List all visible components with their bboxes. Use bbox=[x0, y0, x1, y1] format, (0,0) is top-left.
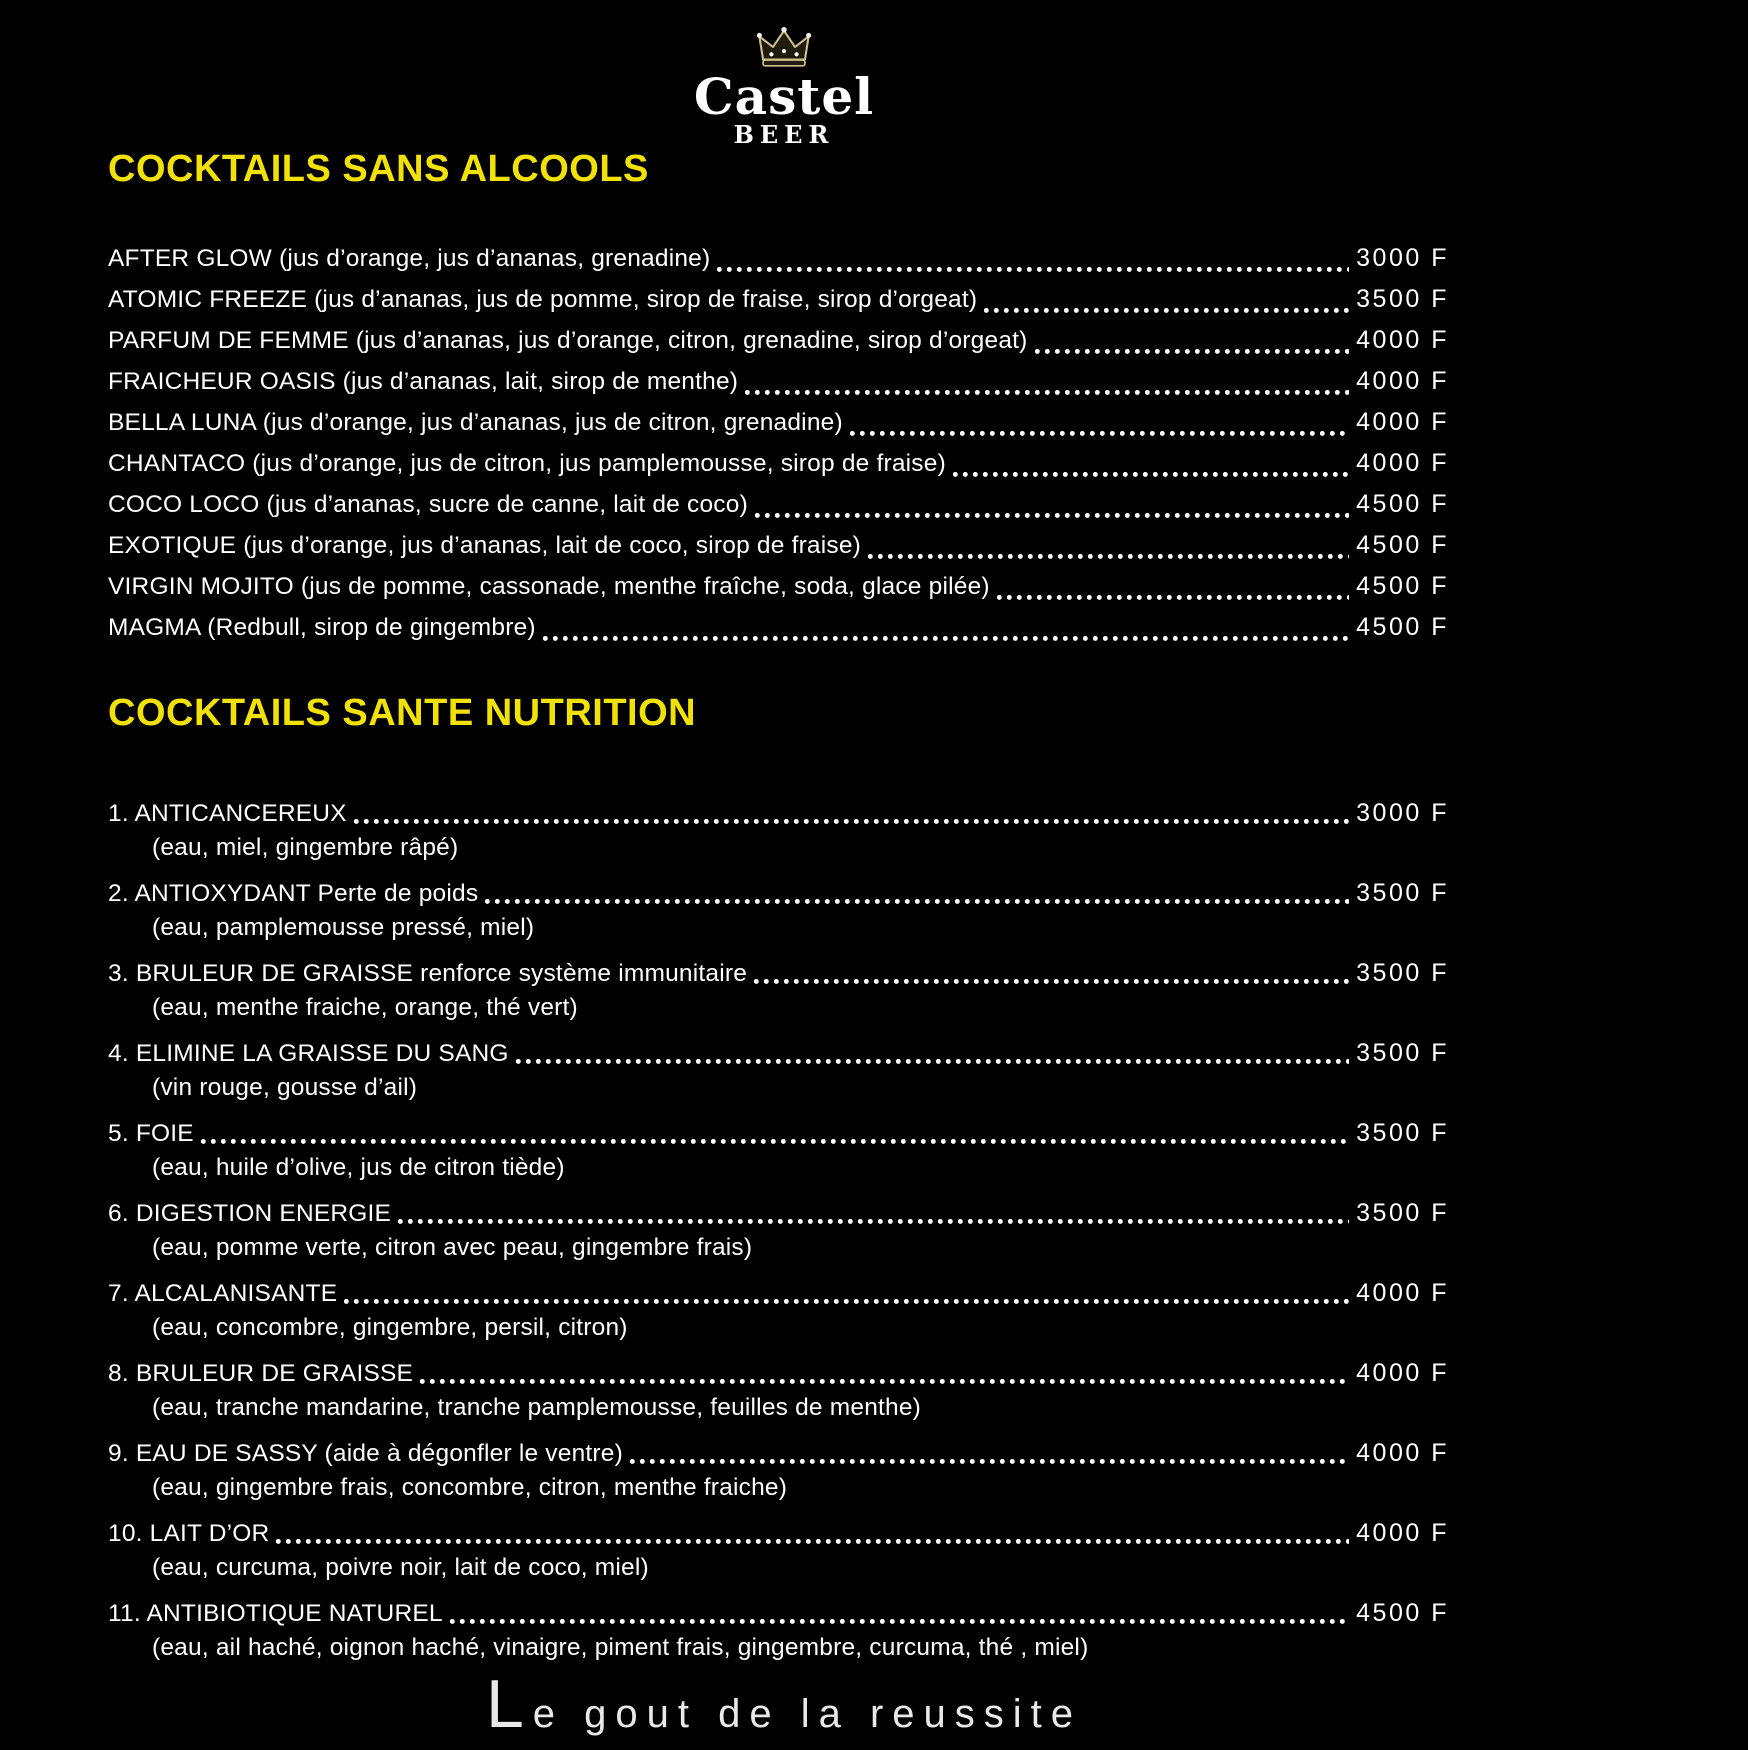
item-price: 3500 F bbox=[1356, 1199, 1449, 1227]
dot-leader bbox=[450, 1619, 1349, 1624]
item-price: 4000 F bbox=[1356, 1279, 1449, 1307]
item-price: 4000 F bbox=[1356, 1359, 1449, 1387]
item-price: 4000 F bbox=[1356, 1519, 1449, 1547]
menu-item-row bbox=[108, 1356, 1449, 1391]
item-price: 3500 F bbox=[1356, 285, 1449, 313]
item-name-and-ingredients: CHANTACO (jus d’orange, jus de citron, jus pamplemousse, sirop de fraise) bbox=[108, 450, 946, 477]
menu-item-row bbox=[108, 566, 1449, 607]
item-number-and-name: 9. EAU DE SASSY (aide à dégonfler le ventre) bbox=[108, 1440, 623, 1467]
menu-item-row bbox=[108, 1596, 1449, 1631]
menu-item-row bbox=[108, 361, 1449, 402]
dot-leader bbox=[745, 390, 1349, 395]
section-title-cocktails-sans-alcools: COCKTAILS SANS ALCOOLS bbox=[108, 148, 649, 190]
menu-item-row bbox=[108, 279, 1449, 320]
item-number-and-name: 1. ANTICANCEREUX bbox=[108, 800, 347, 827]
menu-item-row bbox=[108, 1436, 1449, 1471]
item-number-and-name: 6. DIGESTION ENERGIE bbox=[108, 1200, 392, 1227]
item-ingredients: (eau, tranche mandarine, tranche pamplemousse, feuilles de menthe) bbox=[152, 1394, 922, 1421]
item-price: 3500 F bbox=[1356, 1039, 1449, 1067]
item-price: 4500 F bbox=[1356, 572, 1449, 600]
item-price: 3500 F bbox=[1356, 959, 1449, 987]
item-ingredients: (vin rouge, gousse d’ail) bbox=[152, 1074, 418, 1101]
menu-item-block bbox=[108, 1036, 1449, 1116]
menu-item-block bbox=[108, 1596, 1449, 1676]
menu-item-block bbox=[108, 956, 1449, 1036]
item-name-and-ingredients: BELLA LUNA (jus d’orange, jus d’ananas, jus de citron, grenadine) bbox=[108, 409, 843, 436]
item-price: 4000 F bbox=[1356, 408, 1449, 436]
brand-subtitle: BEER bbox=[733, 120, 835, 149]
item-number-and-name: 3. BRULEUR DE GRAISSE renforce système immunitaire bbox=[108, 960, 748, 987]
item-name-and-ingredients: COCO LOCO (jus d’ananas, sucre de canne, lait de coco) bbox=[108, 491, 748, 518]
menu-item-block bbox=[108, 876, 1449, 956]
menu-item-row bbox=[108, 1196, 1449, 1231]
dot-leader bbox=[344, 1299, 1349, 1304]
item-price: 4500 F bbox=[1356, 613, 1449, 641]
item-price: 4000 F bbox=[1356, 367, 1449, 395]
menu-item-row bbox=[108, 956, 1449, 991]
item-name-and-ingredients: VIRGIN MOJITO (jus de pomme, cassonade, menthe fraîche, soda, glace pilée) bbox=[108, 573, 990, 600]
menu-item-block bbox=[108, 796, 1449, 876]
menu-list-sante-nutrition bbox=[108, 796, 1449, 1676]
item-price: 4500 F bbox=[1356, 1599, 1449, 1627]
item-name-and-ingredients: AFTER GLOW (jus d’orange, jus d’ananas, grenadine) bbox=[108, 245, 711, 272]
menu-item-row bbox=[108, 876, 1449, 911]
dot-leader bbox=[276, 1539, 1349, 1544]
menu-item-row bbox=[108, 1516, 1449, 1551]
item-price: 4000 F bbox=[1356, 1439, 1449, 1467]
menu-item-block bbox=[108, 1276, 1449, 1356]
dot-leader bbox=[516, 1059, 1350, 1064]
menu-item-row bbox=[108, 525, 1449, 566]
item-ingredients: (eau, huile d’olive, jus de citron tiède) bbox=[152, 1154, 565, 1181]
menu-item-row bbox=[108, 1276, 1449, 1311]
menu-item-block bbox=[108, 1196, 1449, 1276]
item-price: 3500 F bbox=[1356, 1119, 1449, 1147]
dot-leader bbox=[868, 554, 1349, 559]
dot-leader bbox=[543, 636, 1349, 641]
item-price: 3000 F bbox=[1356, 799, 1449, 827]
menu-list-sans-alcools bbox=[108, 238, 1449, 648]
item-name-and-ingredients: FRAICHEUR OASIS (jus d’ananas, lait, sirop de menthe) bbox=[108, 368, 739, 395]
menu-item-block bbox=[108, 1436, 1449, 1516]
menu-item-row bbox=[108, 238, 1449, 279]
item-number-and-name: 10. LAIT D’OR bbox=[108, 1520, 270, 1547]
dot-leader bbox=[398, 1219, 1349, 1224]
dot-leader bbox=[984, 308, 1349, 313]
item-price: 4000 F bbox=[1356, 449, 1449, 477]
item-number-and-name: 11. ANTIBIOTIQUE NATUREL bbox=[108, 1600, 443, 1627]
item-number-and-name: 7. ALCALANISANTE bbox=[108, 1280, 338, 1307]
item-ingredients: (eau, concombre, gingembre, persil, citron) bbox=[152, 1314, 628, 1341]
dot-leader bbox=[850, 431, 1349, 436]
brand-tagline: Le gout de la reussite bbox=[485, 1666, 1083, 1742]
menu-item-row bbox=[108, 796, 1449, 831]
menu-item-row bbox=[108, 320, 1449, 361]
item-ingredients: (eau, curcuma, poivre noir, lait de coco, miel) bbox=[152, 1554, 649, 1581]
item-ingredients: (eau, gingembre frais, concombre, citron, menthe fraiche) bbox=[152, 1474, 788, 1501]
brand-name: Castel bbox=[693, 67, 875, 126]
item-price: 3000 F bbox=[1356, 244, 1449, 272]
item-number-and-name: 2. ANTIOXYDANT Perte de poids bbox=[108, 880, 479, 907]
menu-item-row bbox=[108, 1036, 1449, 1071]
menu-item-row bbox=[108, 443, 1449, 484]
item-ingredients: (eau, miel, gingembre râpé) bbox=[152, 834, 459, 861]
menu-item-row bbox=[108, 484, 1449, 525]
brand-header bbox=[614, 26, 954, 148]
menu-item-row bbox=[108, 402, 1449, 443]
item-ingredients: (eau, ail haché, oignon haché, vinaigre, piment frais, gingembre, curcuma, thé , miel) bbox=[152, 1634, 1089, 1661]
dot-leader bbox=[354, 819, 1349, 824]
item-name-and-ingredients: EXOTIQUE (jus d’orange, jus d’ananas, lait de coco, sirop de fraise) bbox=[108, 532, 862, 559]
dot-leader bbox=[953, 472, 1349, 477]
dot-leader bbox=[717, 267, 1349, 272]
menu-item-block bbox=[108, 1116, 1449, 1196]
item-ingredients: (eau, pamplemousse pressé, miel) bbox=[152, 914, 535, 941]
item-price: 4000 F bbox=[1356, 326, 1449, 354]
item-name-and-ingredients: MAGMA (Redbull, sirop de gingembre) bbox=[108, 614, 536, 641]
item-ingredients: (eau, pomme verte, citron avec peau, gingembre frais) bbox=[152, 1234, 753, 1261]
item-price: 3500 F bbox=[1356, 879, 1449, 907]
item-name-and-ingredients: ATOMIC FREEZE (jus d’ananas, jus de pomme, sirop de fraise, sirop d’orgeat) bbox=[108, 286, 978, 313]
dot-leader bbox=[754, 979, 1349, 984]
dot-leader bbox=[420, 1379, 1349, 1384]
crown-icon bbox=[755, 26, 813, 70]
dot-leader bbox=[1035, 349, 1350, 354]
menu-item-row bbox=[108, 607, 1449, 648]
item-ingredients: (eau, menthe fraiche, orange, thé vert) bbox=[152, 994, 578, 1021]
menu-item-row bbox=[108, 1116, 1449, 1151]
item-price: 4500 F bbox=[1356, 531, 1449, 559]
dot-leader bbox=[997, 595, 1349, 600]
dot-leader bbox=[201, 1139, 1349, 1144]
dot-leader bbox=[755, 513, 1349, 518]
item-number-and-name: 5. FOIE bbox=[108, 1120, 194, 1147]
item-number-and-name: 8. BRULEUR DE GRAISSE bbox=[108, 1360, 414, 1387]
dot-leader bbox=[485, 899, 1349, 904]
item-price: 4500 F bbox=[1356, 490, 1449, 518]
section-title-cocktails-sante-nutrition: COCKTAILS SANTE NUTRITION bbox=[108, 692, 697, 734]
item-name-and-ingredients: PARFUM DE FEMME (jus d’ananas, jus d’orange, citron, grenadine, sirop d’orgeat) bbox=[108, 327, 1028, 354]
item-number-and-name: 4. ELIMINE LA GRAISSE DU SANG bbox=[108, 1040, 509, 1067]
menu-item-block bbox=[108, 1356, 1449, 1436]
dot-leader bbox=[630, 1459, 1349, 1464]
menu-item-block bbox=[108, 1516, 1449, 1596]
